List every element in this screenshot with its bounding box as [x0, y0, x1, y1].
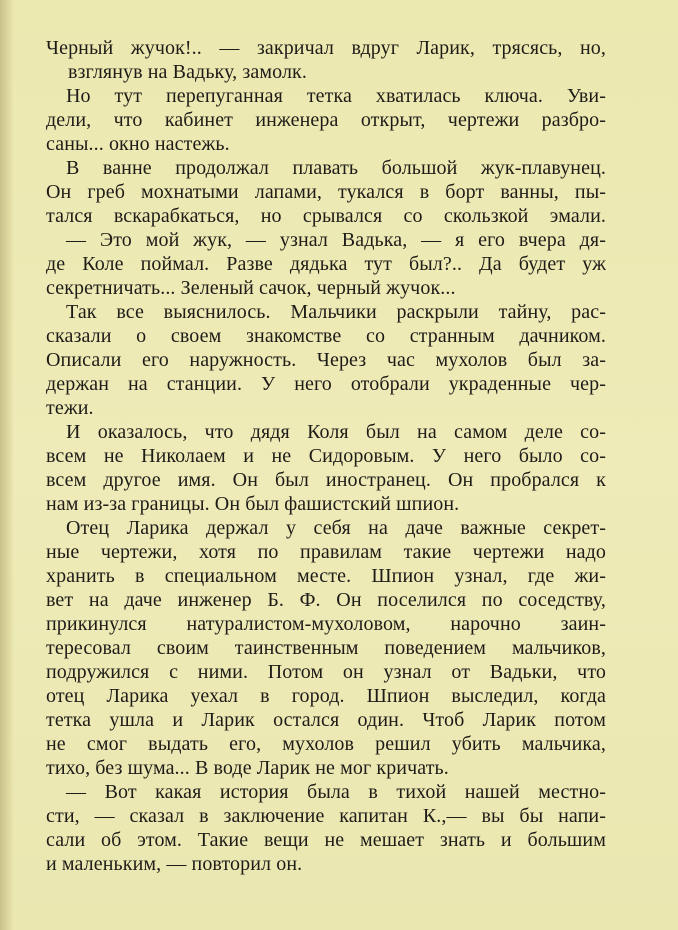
text-line: де Коле поймал. Разве дядька тут был?.. Да будет уж: [46, 253, 606, 275]
page-binding-shadow: [0, 0, 14, 930]
text-line: Так все выяснилось. Мальчики раскрыли тайну, рас-: [66, 301, 606, 323]
text-line: тался вскарабкаться, но срывался со скользкой эмали.: [46, 205, 606, 227]
text-line: хранить в специальном месте. Шпион узнал, где жи-: [46, 565, 606, 587]
text-line: отец Ларика уехал в город. Шпион выследил, когда: [46, 685, 606, 707]
text-line: сали об этом. Такие вещи не мешает знать и большим: [46, 829, 606, 851]
text-line: И оказалось, что дядя Коля был на самом деле со-: [66, 421, 606, 443]
text-line: Черный жучок!.. — закричал вдруг Ларик, трясясь, но,: [46, 37, 606, 59]
text-line: сти, — сказал в заключение капитан К.,— вы бы напи-: [46, 805, 606, 827]
text-line: саны... окно настежь.: [46, 133, 230, 155]
text-line: секретничать... Зеленый сачок, черный жучок...: [46, 277, 456, 299]
text-line: всем другое имя. Он был иностранец. Он пробрался к: [46, 469, 606, 491]
text-line: взглянув на Вадьку, замолк.: [68, 61, 307, 83]
text-line: Описали его наружность. Через час мухолов был за-: [46, 349, 606, 371]
text-line: не смог выдать его, мухолов решил убить мальчика,: [46, 733, 606, 755]
text-line: — Это мой жук, — узнал Вадька, — я его вчера дя-: [66, 229, 606, 251]
text-line: и маленьким, — повторил он.: [46, 853, 303, 875]
text-line: вет на даче инженер Б. Ф. Он поселился по соседству,: [46, 589, 606, 611]
text-line: тежи.: [46, 397, 94, 419]
text-line: тихо, без шума... В воде Ларик не мог кричать.: [46, 757, 449, 779]
text-line: ные чертежи, хотя по правилам такие чертежи надо: [46, 541, 606, 563]
text-line: тетка ушла и Ларик остался один. Чтоб Ларик потом: [46, 709, 606, 731]
text-line: всем не Николаем и не Сидоровым. У него было со-: [46, 445, 606, 467]
text-line: нам из-за границы. Он был фашистский шпион.: [46, 493, 460, 515]
text-line: держан на станции. У него отобрали украденные чер-: [46, 373, 606, 395]
text-line: В ванне продолжал плавать большой жук-плавунец.: [66, 157, 606, 179]
text-line: подружился с ними. Потом он узнал от Вадьки, что: [46, 661, 606, 683]
text-line: — Вот какая история была в тихой нашей местно-: [66, 781, 606, 803]
text-line: сказали о своем знакомстве со странным дачником.: [46, 325, 606, 347]
text-line: Он греб мохнатыми лапами, тукался в борт ванны, пы-: [46, 181, 606, 203]
text-line: Отец Ларика держал у себя на даче важные секрет-: [66, 517, 606, 539]
text-line: тересовал своим таинственным поведением мальчиков,: [46, 637, 606, 659]
text-line: прикинулся натуралистом-мухоловом, нарочно заин-: [46, 613, 606, 635]
text-line: дели, что кабинет инженера открыт, чертежи разбро-: [46, 109, 606, 131]
text-line: Но тут перепуганная тетка хватилась ключа. Уви-: [66, 85, 606, 107]
